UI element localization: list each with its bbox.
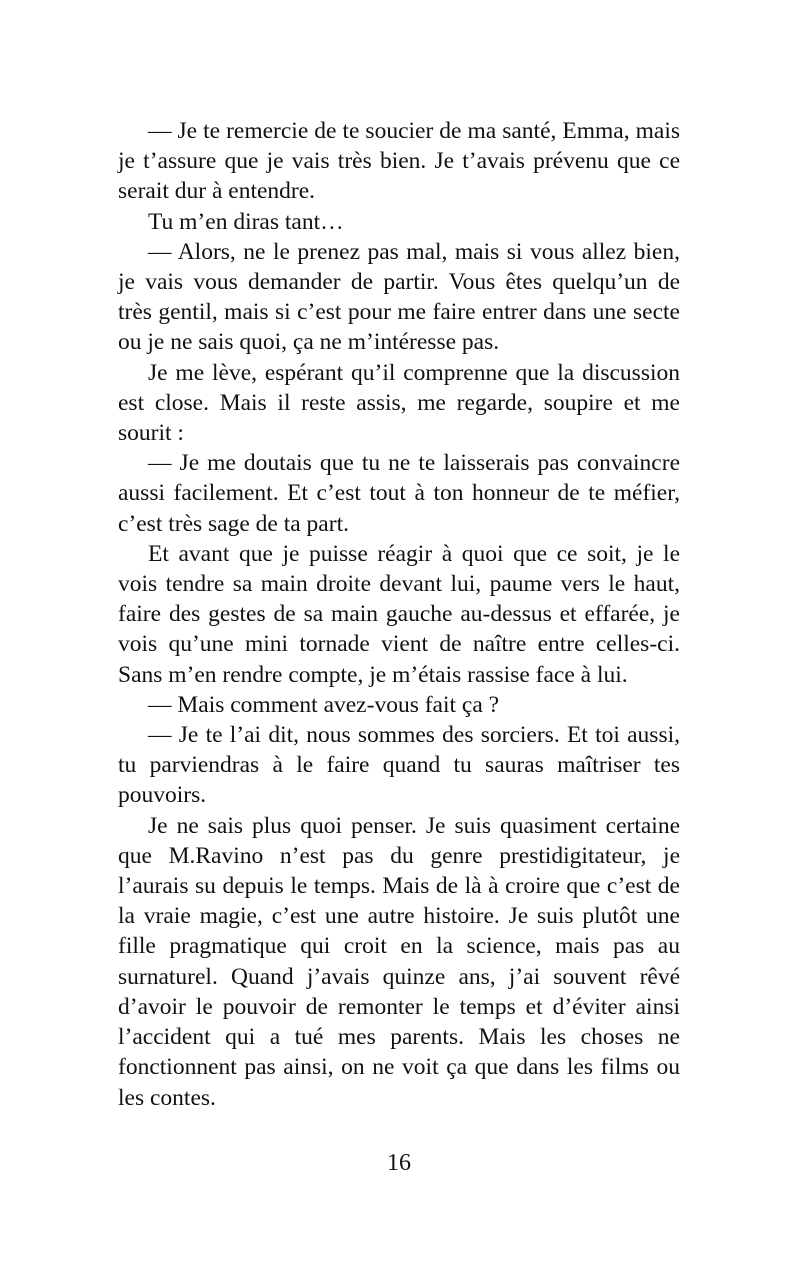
paragraph: — Je te remercie de te soucier de ma santé, Emma, mais je t’assure que je vais très bien. Je t’avais prévenu que ce serait dur à entendre. bbox=[118, 118, 680, 205]
paragraph: — Alors, ne le prenez pas mal, mais si vous allez bien, je vais vous demander de partir. Vous êtes quelqu’un de très gentil, mais si c’est pour me faire entrer dans une secte ou je ne sais quoi, ça ne m’intéresse pas. bbox=[118, 238, 680, 356]
paragraph: Et avant que je puisse réagir à quoi que ce soit, je le vois tendre sa main droite devant lui, paume vers le haut, faire des gestes de sa main gauche au-dessus et effarée, je vois qu’une mini tornade vient de naître entre celles-ci. Sans m’en rendre compte, je m’étais rassise face à lui. bbox=[118, 540, 680, 688]
paragraph: Je ne sais plus quoi penser. Je suis quasiment certaine que M.Ravino n’est pas du genre prestidigitateur, je l’aurais su depuis le temps. Mais de là à croire que c’est de la vraie magie, c’est une autre histoire. Je suis plutôt une fille pragmatique qui croit en la science, mais pas au surnaturel. Quand j’avais quinze ans, j’ai souvent rêvé d’avoir le pouvoir de remonter le temps et d’éviter ainsi l’accident qui a tué mes parents. Mais les choses ne fonctionnent pas ainsi, on ne voit ça que dans les films ou les contes. bbox=[118, 812, 680, 1111]
body-text bbox=[118, 116, 680, 1113]
page-number: 16 bbox=[387, 1150, 411, 1176]
paragraph: — Je me doutais que tu ne te laisserais pas convaincre aussi facilement. Et c’est tout à ton honneur de te méfier, c’est très sage de ta part. bbox=[118, 450, 680, 537]
paragraph: Tu m’en diras tant… bbox=[148, 208, 344, 235]
paragraph: — Mais comment avez-vous fait ça ? bbox=[148, 691, 500, 718]
paragraph: — Je te l’ai dit, nous sommes des sorciers. Et toi aussi, tu parviendras à le faire quand tu sauras maîtriser tes pouvoirs. bbox=[118, 722, 680, 809]
paragraph: Je me lève, espérant qu’il comprenne que la discussion est close. Mais il reste assis, me regarde, soupire et me sourit : bbox=[118, 359, 680, 447]
